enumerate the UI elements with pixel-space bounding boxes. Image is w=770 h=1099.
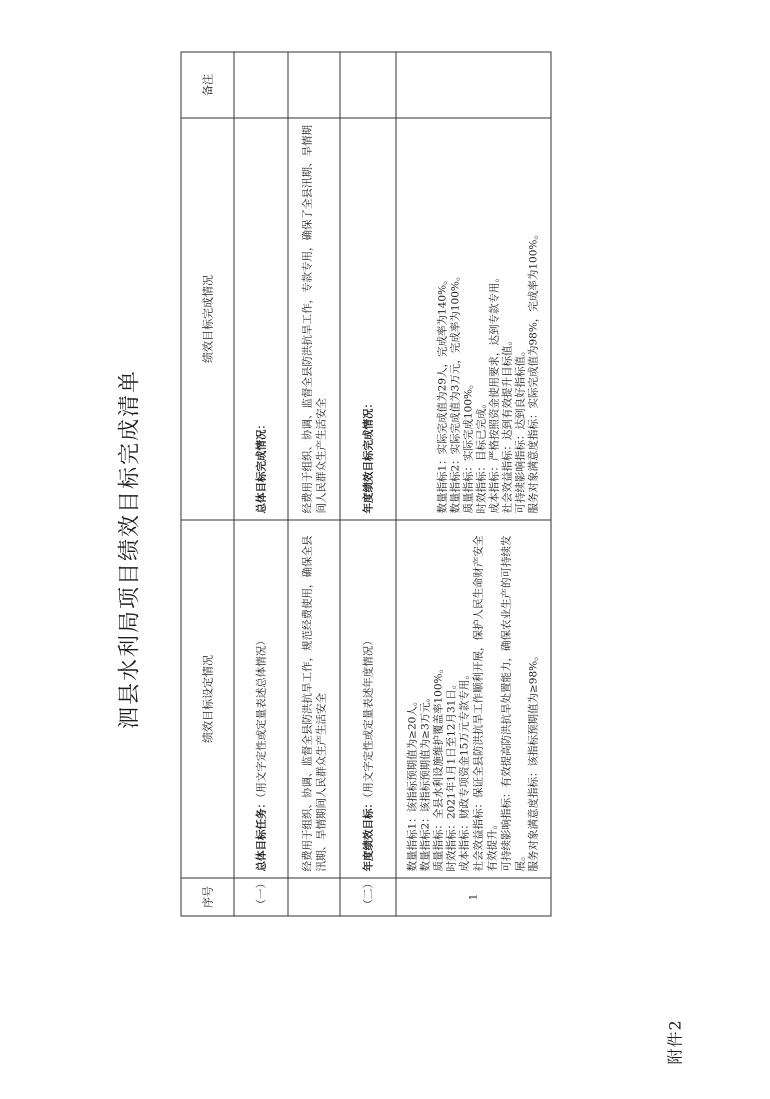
setting-line: 社会效益指标：保证全县防洪抗旱工作顺利开展，保护人民生命财产安全有效提升。 [472,535,498,872]
overall-setting-label: 总体目标任务： [255,798,267,872]
overall-completion-label: 总体目标完成情况： [255,419,267,514]
header-setting: 绩效目标设定情况 [181,520,234,878]
annual-remarks [340,52,396,118]
completion-line: 数量指标1：实际完成值为29人，完成率为140%。 [436,274,448,514]
completion-line: 质量指标：实际完成100%。 [462,378,474,514]
annual-setting-cell [340,520,396,878]
overall-setting-hint: （用文字定性或定量表述总体情况） [255,635,267,798]
overall-detail-completion: 经费用于组织、协调、监督全县防洪抗旱工作，专款专用，确保了全县汛期、旱情期间人民群众生产生活安全 [288,118,340,520]
overall-row [234,52,288,916]
setting-line: 服务对象满意度指标：该指标预期值为≥98%。 [527,650,539,872]
setting-line: 时效指标：2021年1月1日至12月31日。 [445,678,457,872]
overall-index: （一） [234,878,288,916]
header-remarks: 备注 [181,52,234,118]
performance-table [180,52,551,917]
completion-line: 成本指标：严格按照资金使用要求，达到专款专用。 [488,272,500,514]
overall-completion-cell [234,118,288,520]
header-completion: 绩效目标完成情况 [181,118,234,520]
overall-remarks [234,52,288,118]
overall-detail-remarks [288,52,340,118]
header-index: 序号 [181,878,234,916]
completion-line: 时效指标：目标已完成。 [475,398,487,514]
overall-detail-index [288,878,340,916]
completion-line: 可持续影响指标：达到良好指标值。 [514,345,526,514]
overall-detail-row [288,52,340,916]
indicators-row [396,52,551,916]
completion-line: 数量指标2：实际完成值为3万元，完成率为100%。 [449,270,461,514]
indicators-remarks [396,52,551,118]
attachment-label: 附件2 [665,1019,684,1065]
indicators-index: 1 [396,878,551,916]
document-title: 泗县水利局项目绩效目标完成清单 [117,369,142,730]
setting-line: 成本指标：财政专项资金15万元专款专用。 [458,669,470,872]
annual-completion-label: 年度绩效目标完成情况： [362,398,374,514]
annual-setting-label: 年度绩效目标： [362,798,374,872]
indicators-setting-cell [396,520,551,878]
setting-line: 数量指标2：该指标预期值为≥3万元。 [419,691,431,872]
header-row [181,52,234,916]
setting-line: 数量指标1：该指标预期值为≥20人。 [406,695,418,872]
setting-line: 质量指标：全县水利设施维护覆盖率100%。 [432,662,444,872]
completion-line: 社会效益指标：达到有效提升目标值。 [501,335,513,514]
overall-setting-cell [234,520,288,878]
annual-setting-hint: （用文字定性或定量表述年度情况） [362,635,374,798]
annual-index: （二） [340,878,396,916]
setting-line: 可持续影响指标：有效提高防洪抗旱处置能力，确保农业生产的可持续发展。 [500,535,526,872]
annual-row [340,52,396,916]
overall-detail-setting: 经费用于组织、协调、监督全县防洪抗旱工作，规范经费使用，确保全县汛期、旱情期间人民群众生产生活安全 [288,520,340,878]
indicators-completion-cell [396,118,551,520]
completion-line: 服务对象满意度指标：实际完成值为98%，完成率为100%。 [527,229,539,514]
annual-completion-cell [340,118,396,520]
